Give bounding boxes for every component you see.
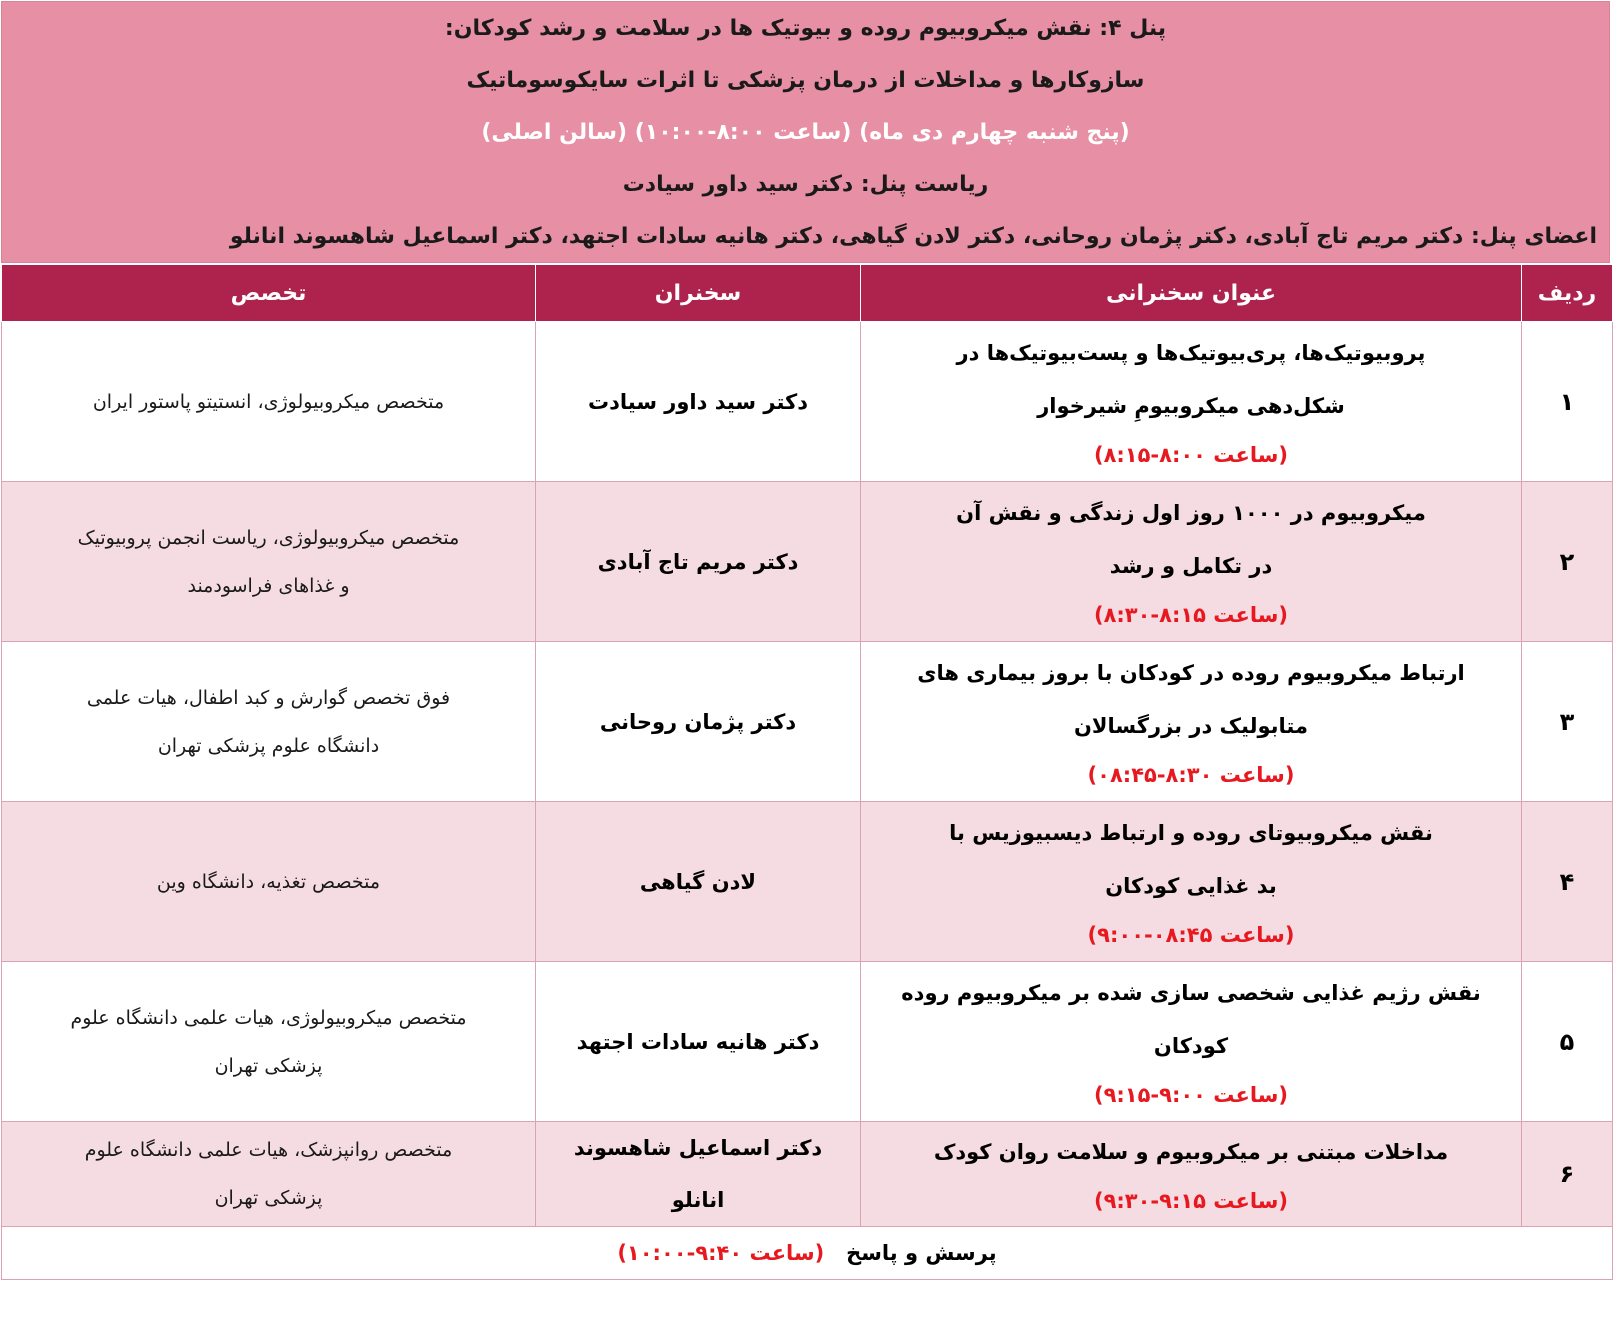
panel-header	[1, 1, 1610, 263]
header-num: ردیف	[1522, 265, 1613, 322]
speaker-line: لادن گیاهی	[639, 869, 757, 894]
talk-title-line: نقش میکروبیوتای روده و ارتباط دیسبیوزیس با	[949, 820, 1433, 845]
talk-time: (ساعت ۰۸:۴۵-۹:۰۰)	[1087, 922, 1295, 947]
specialty	[2, 322, 536, 482]
qa-label: پرسش و پاسخ	[846, 1241, 997, 1265]
talk-title	[861, 1122, 1522, 1227]
specialty-line: فوق تخصص گوارش و کبد اطفال، هیات علمی	[86, 686, 451, 709]
schedule-table	[1, 264, 1613, 1280]
table-row	[2, 962, 1613, 1122]
talk-title-line: پروبیوتیک‌ها، پری‌بیوتیک‌ها و پست‌بیوتیک‌ها در	[956, 340, 1426, 365]
talk-title	[861, 322, 1522, 482]
row-num: ۲	[1522, 482, 1613, 642]
talk-title-line: شکل‌دهی میکروبیومِ شیرخوار	[1037, 393, 1345, 418]
talk-time: (ساعت ۸:۰۰-۸:۱۵)	[1093, 442, 1289, 467]
specialty	[2, 642, 536, 802]
specialty-line: پزشکی تهران	[214, 1054, 323, 1077]
speaker-line: دکتر هانیه سادات اجتهد	[576, 1029, 820, 1054]
speaker	[536, 802, 861, 962]
panel-title: پنل ۴: نقش میکروبیوم روده و بیوتیک ها در سلامت و رشد کودکان:	[444, 16, 1167, 41]
qa-cell	[2, 1227, 1613, 1280]
panel-chair: ریاست پنل: دکتر سید داور سیادت	[622, 172, 989, 197]
specialty-line: دانشگاه علوم پزشکی تهران	[157, 734, 380, 757]
qa-time: (ساعت ۹:۴۰-۱۰:۰۰)	[617, 1241, 825, 1265]
header-specialty: تخصص	[2, 265, 536, 322]
speaker	[536, 642, 861, 802]
talk-title-line: میکروبیوم در ۱۰۰۰ روز اول زندگی و نقش آن	[956, 500, 1426, 525]
table-row	[2, 1122, 1613, 1227]
table-row	[2, 802, 1613, 962]
table-header-row	[2, 265, 1613, 322]
panel-schedule: (پنج شنبه چهارم دی ماه) (ساعت ۸:۰۰-۱۰:۰۰) (سالن اصلی)	[481, 120, 1130, 145]
talk-time: (ساعت ۹:۰۰-۹:۱۵)	[1093, 1082, 1289, 1107]
row-num: ۱	[1522, 322, 1613, 482]
talk-title	[861, 802, 1522, 962]
specialty-line: متخصص میکروبیولوژی، انستیتو پاستور ایران	[92, 390, 445, 413]
talk-title-line: متابولیک در بزرگسالان	[1073, 713, 1309, 738]
speaker	[536, 962, 861, 1122]
specialty-line: متخصص میکروبیولوژی، ریاست انجمن پروبیوتیک	[77, 526, 460, 549]
specialty	[2, 802, 536, 962]
talk-title	[861, 642, 1522, 802]
row-num: ۳	[1522, 642, 1613, 802]
header-speaker: سخنران	[536, 265, 861, 322]
speaker-line: دکتر پژمان روحانی	[599, 709, 797, 734]
speaker-line: دکتر اسماعیل شاهسوند	[573, 1136, 823, 1160]
talk-time: (ساعت ۸:۱۵-۸:۳۰)	[1093, 602, 1289, 627]
specialty-line: و غذاهای فراسودمند	[187, 574, 350, 597]
row-num: ۴	[1522, 802, 1613, 962]
talk-time: (ساعت ۹:۱۵-۹:۳۰)	[1093, 1188, 1289, 1213]
panel-subtitle: سازوکارها و مداخلات از درمان پزشکی تا اثرات سایکوسوماتیک	[466, 68, 1145, 93]
header-title: عنوان سخنرانی	[861, 265, 1522, 322]
speaker	[536, 322, 861, 482]
panel-members: اعضای پنل: دکتر مریم تاج آبادی، دکتر پژمان روحانی، دکتر لادن گیاهی، دکتر هانیه سادات اجتهد، دکتر اسماعیل شاهسوند انانلو	[229, 224, 1597, 249]
specialty	[2, 482, 536, 642]
talk-title-line: نقش رژیم غذایی شخصی سازی شده بر میکروبیوم روده	[901, 980, 1481, 1005]
specialty-line: متخصص میکروبیولوژی، هیات علمی دانشگاه علوم	[70, 1006, 467, 1029]
talk-title-line: کودکان	[1153, 1033, 1229, 1058]
row-num: ۶	[1522, 1122, 1613, 1227]
speaker-line: انانلو	[671, 1188, 725, 1212]
specialty-line: متخصص روانپزشک، هیات علمی دانشگاه علوم	[84, 1139, 453, 1161]
specialty	[2, 1122, 536, 1227]
talk-title	[861, 482, 1522, 642]
row-num: ۵	[1522, 962, 1613, 1122]
qa-row	[2, 1227, 1613, 1280]
speaker-line: دکتر مریم تاج آبادی	[597, 549, 799, 574]
talk-title-line: مداخلات مبتنی بر میکروبیوم و سلامت روان کودک	[933, 1139, 1449, 1164]
talk-title-line: بد غذایی کودکان	[1105, 873, 1277, 898]
talk-title-line: ارتباط میکروبیوم روده در کودکان با بروز بیماری های	[917, 660, 1465, 685]
table-row	[2, 322, 1613, 482]
speaker	[536, 1122, 861, 1227]
specialty-line: متخصص تغذیه، دانشگاه وین	[156, 870, 381, 893]
specialty	[2, 962, 536, 1122]
talk-title-line: در تکامل و رشد	[1109, 553, 1273, 578]
table-row	[2, 482, 1613, 642]
specialty-line: پزشکی تهران	[214, 1187, 323, 1209]
speaker-line: دکتر سید داور سیادت	[587, 389, 809, 414]
talk-time: (ساعت ۸:۳۰-۰۸:۴۵)	[1087, 762, 1295, 787]
talk-title	[861, 962, 1522, 1122]
table-row	[2, 642, 1613, 802]
speaker	[536, 482, 861, 642]
